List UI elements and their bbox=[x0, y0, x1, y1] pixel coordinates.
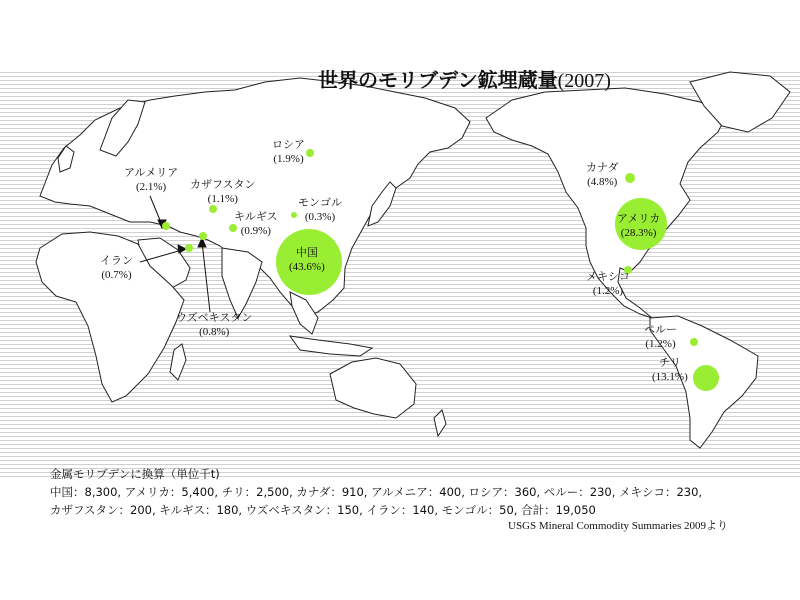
label-iran-name: イラン bbox=[100, 254, 133, 267]
label-canada bbox=[586, 161, 618, 189]
label-chile-pct: (13.1%) bbox=[652, 371, 688, 383]
label-mongolia-name: モンゴル bbox=[298, 196, 342, 209]
bubble-uzbekistan bbox=[199, 232, 207, 240]
label-china-name: 中国 bbox=[295, 246, 318, 259]
label-russia-name: ロシア bbox=[272, 138, 305, 151]
source-citation: USGS Mineral Commodity Summaries 2009より bbox=[508, 520, 728, 532]
label-kyrgyzstan-name: キルギス bbox=[234, 210, 278, 223]
footnote-line-1: 中国：8,300, アメリカ：5,400, チリ：2,500, カナダ：910, アルメニア：400, ロシア：360, ペルー：230, メキシコ：230, bbox=[50, 485, 703, 499]
label-mexico-pct: (1.2%) bbox=[592, 285, 624, 297]
footnote-line-2: カザフスタン：200, キルギス：180, ウズベキスタン：150, イラン：140, モンゴル：50, 合計：19,050 bbox=[50, 503, 596, 517]
label-russia bbox=[272, 138, 305, 166]
label-mongolia-pct: (0.3%) bbox=[304, 211, 336, 223]
label-china-pct: (43.6%) bbox=[289, 261, 325, 273]
label-uzbekistan-name: ウズベキスタン bbox=[176, 311, 253, 324]
bubble-kazakhstan bbox=[209, 205, 217, 213]
map-title-main: 世界のモリブデン鉱埋蔵量 bbox=[318, 68, 558, 92]
label-peru-pct: (1.2%) bbox=[645, 338, 676, 350]
label-canada-name: カナダ bbox=[586, 161, 619, 174]
map-title bbox=[318, 64, 611, 93]
label-mexico bbox=[586, 270, 630, 298]
label-iran bbox=[100, 254, 133, 282]
label-armenia-name: アルメリア bbox=[124, 166, 179, 179]
label-usa-pct: (28.3%) bbox=[620, 227, 657, 239]
label-peru-name: ペルー bbox=[644, 323, 677, 336]
label-iran-pct: (0.7%) bbox=[101, 269, 132, 281]
bubble-canada bbox=[625, 173, 635, 183]
footnote-heading: 金属モリブデンに換算（単位千t) bbox=[50, 467, 220, 481]
label-uzbekistan-pct: (0.8%) bbox=[199, 326, 230, 338]
bubble-mongolia bbox=[291, 212, 297, 218]
label-china bbox=[289, 246, 325, 274]
label-uzbekistan bbox=[176, 311, 252, 339]
label-mexico-name: メキシコ bbox=[586, 270, 630, 283]
map-title-year: (2007) bbox=[557, 70, 611, 92]
label-russia-pct: (1.9%) bbox=[273, 153, 304, 165]
label-chile bbox=[652, 356, 688, 384]
label-chile-name: チリ bbox=[658, 356, 681, 369]
bubble-armenia bbox=[162, 222, 170, 230]
bubble-iran bbox=[185, 244, 193, 252]
label-kazakhstan-name: カザフスタン bbox=[190, 178, 256, 191]
label-kyrgyzstan-pct: (0.9%) bbox=[240, 225, 271, 237]
label-kyrgyzstan bbox=[234, 210, 278, 238]
label-peru bbox=[644, 323, 677, 351]
bubble-chile bbox=[693, 365, 719, 391]
label-usa bbox=[617, 212, 660, 240]
bubble-peru bbox=[690, 338, 698, 346]
label-armenia-pct: (2.1%) bbox=[135, 181, 167, 193]
label-kazakhstan-pct: (1.1%) bbox=[207, 193, 238, 205]
bubble-russia bbox=[306, 149, 314, 157]
label-mongolia bbox=[298, 196, 342, 224]
label-canada-pct: (4.8%) bbox=[587, 176, 618, 188]
footnote bbox=[50, 465, 702, 519]
label-kazakhstan bbox=[190, 178, 256, 206]
label-armenia bbox=[124, 166, 178, 194]
label-usa-name: アメリカ bbox=[617, 212, 661, 225]
